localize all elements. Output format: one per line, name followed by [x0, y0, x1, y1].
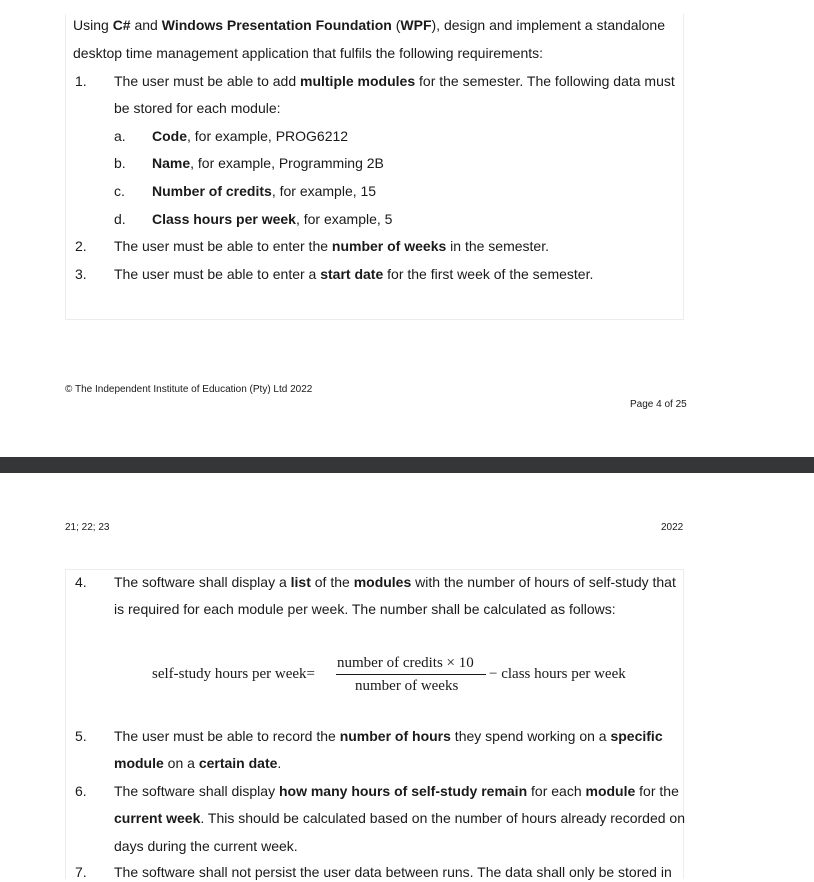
- item-1-line-2: be stored for each module:: [114, 100, 281, 116]
- sub-item-b: Name, for example, Programming 2B: [152, 155, 384, 171]
- item-2-text: The user must be able to enter the number of weeks in the semester.: [114, 238, 549, 254]
- item-3-number: 3.: [75, 266, 87, 282]
- page-header-right: 2022: [661, 522, 684, 533]
- item-2-number: 2.: [75, 238, 87, 254]
- page-footer-copyright: © The Independent Institute of Education (Pty) Ltd 2022: [65, 384, 313, 395]
- item-6-line-2: current week. This should be calculated based on the number of hours already recorded on: [114, 810, 685, 826]
- item-6-number: 6.: [75, 783, 87, 799]
- item-5-number: 5.: [75, 728, 87, 744]
- item-5-line-2: module on a certain date.: [114, 755, 282, 771]
- formula-lhs: self-study hours per week=: [152, 666, 316, 682]
- intro-line-1: Using C# and Windows Presentation Foundation (WPF), design and implement a standalone: [73, 17, 665, 33]
- sub-item-a-letter: a.: [114, 128, 126, 144]
- item-6-line-1: The software shall display how many hours of self-study remain for each module for the: [114, 783, 679, 799]
- sub-item-b-letter: b.: [114, 155, 126, 171]
- page-header-left: 21; 22; 23: [65, 522, 110, 533]
- item-7-line-1: The software shall not persist the user data between runs. The data shall only be stored in: [114, 864, 672, 880]
- page-footer-page-number: Page 4 of 25: [630, 399, 687, 410]
- item-3-text: The user must be able to enter a start date for the first week of the semester.: [114, 266, 594, 282]
- formula-denominator: number of weeks: [355, 678, 459, 694]
- sub-item-d-letter: d.: [114, 211, 126, 227]
- item-1-number: 1.: [75, 73, 87, 89]
- item-7-number: 7.: [75, 864, 87, 880]
- item-1-line-1: The user must be able to add multiple modules for the semester. The following data must: [114, 73, 675, 89]
- item-4-line-1: The software shall display a list of the modules with the number of hours of self-study that: [114, 574, 676, 590]
- intro-line-2: desktop time management application that fulfils the following requirements:: [73, 45, 544, 61]
- sub-item-a: Code, for example, PROG6212: [152, 128, 349, 144]
- item-5-line-1: The user must be able to record the number of hours they spend working on a specific: [114, 728, 663, 744]
- item-6-line-3: days during the current week.: [114, 838, 298, 854]
- formula-rhs: − class hours per week: [489, 666, 626, 682]
- formula-fraction-bar: [336, 674, 486, 675]
- formula-numerator: number of credits × 10: [337, 655, 474, 671]
- page-separator: [0, 457, 814, 473]
- sub-item-c-letter: c.: [114, 183, 125, 199]
- item-4-line-2: is required for each module per week. The number shall be calculated as follows:: [114, 601, 616, 617]
- sub-item-d: Class hours per week, for example, 5: [152, 211, 393, 227]
- item-4-number: 4.: [75, 574, 87, 590]
- sub-item-c: Number of credits, for example, 15: [152, 183, 377, 199]
